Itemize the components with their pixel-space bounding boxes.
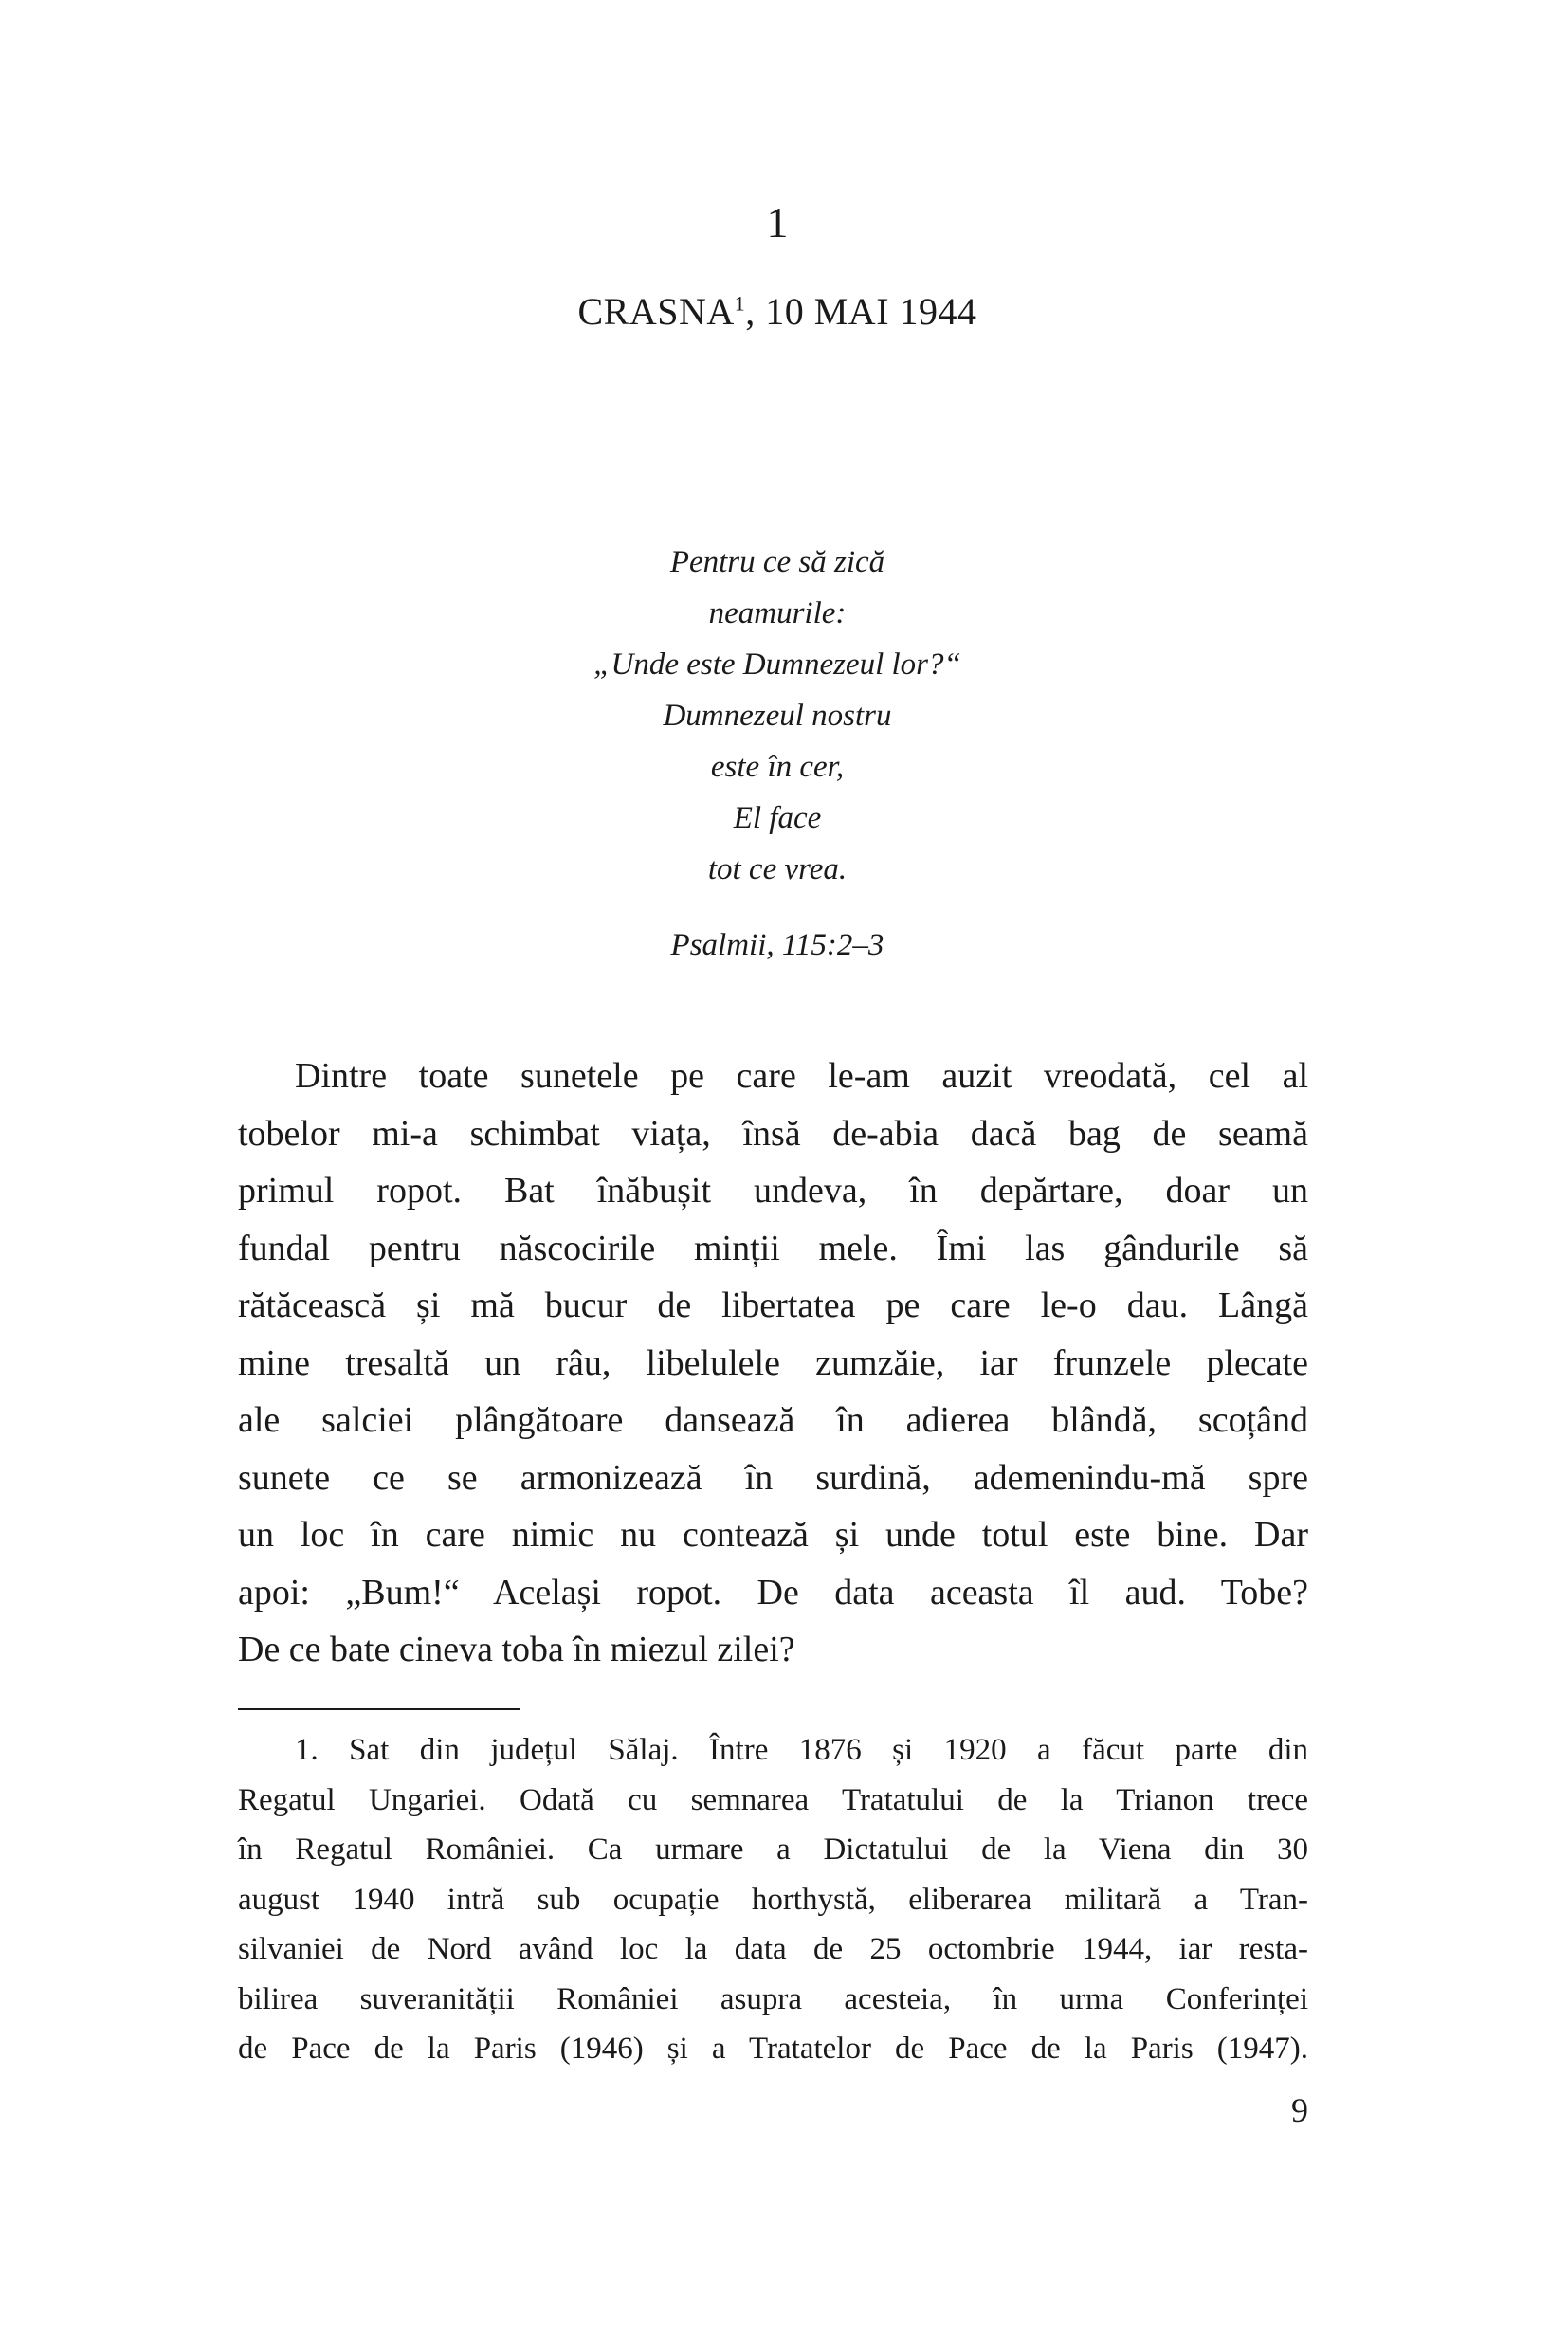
epigraph-line: tot ce vrea. xyxy=(707,852,848,886)
footnote-line: Regatul Ungariei. Odată cu semnarea Tratatului de la Trianon trece xyxy=(238,1782,1308,1817)
epigraph-source: Psalmii, 115:2–3 xyxy=(670,928,884,962)
footnote-line: în Regatul României. Ca urmare a Dictatului de la Viena din 30 xyxy=(238,1832,1308,1867)
body-line: mine tresaltă un râu, libelulele zumzăie, iar frunzele plecate xyxy=(238,1342,1308,1383)
page-number: 9 xyxy=(1291,2091,1308,2129)
footnote-line: de Pace de la Paris (1946) și a Tratatelor de Pace de la Paris (1947). xyxy=(238,2032,1308,2066)
epigraph xyxy=(0,537,1555,971)
epigraph-line: este în cer, xyxy=(710,750,845,784)
body-line: sunete ce se armonizează în surdină, ademenindu-mă spre xyxy=(238,1457,1308,1498)
chapter-number: 1 xyxy=(766,198,789,246)
footnote-divider xyxy=(238,1708,520,1710)
epigraph-line: Dumnezeul nostru xyxy=(663,699,892,733)
epigraph-line: neamurile: xyxy=(708,596,847,630)
epigraph-line: „Unde este Dumnezeul lor?“ xyxy=(593,647,961,682)
epigraph-line: Pentru ce să zică xyxy=(669,545,885,579)
footnote xyxy=(238,1725,1308,2074)
body-line: apoi: „Bum!“ Același ropot. De data aceasta îl aud. Tobe? xyxy=(238,1572,1308,1613)
footnote-line: 1. Sat din județul Sălaj. Între 1876 și 1920 a făcut parte din xyxy=(295,1733,1308,1767)
body-line: ale salciei plângătoare dansează în adierea blândă, scoțând xyxy=(238,1400,1308,1440)
body-line: primul ropot. Bat înăbușit undeva, în depărtare, doar un xyxy=(238,1171,1308,1211)
footnote-line: bilirea suveranității României asupra acesteia, în urma Conferinței xyxy=(238,1981,1308,2016)
body-line: un loc în care nimic nu contează și unde totul este bine. Dar xyxy=(238,1515,1308,1555)
footnote-line: august 1940 intră sub ocupație horthystă, eliberarea militară a Tran- xyxy=(238,1882,1308,1917)
body-line: rătăcească și mă bucur de libertatea pe care le-o dau. Lângă xyxy=(238,1285,1308,1325)
body-line: Dintre toate sunetele pe care le-am auzit vreodată, cel al xyxy=(295,1056,1308,1096)
body-paragraph xyxy=(238,1048,1308,1679)
footnote-line: silvaniei de Nord având loc la data de 25 octombrie 1944, iar resta- xyxy=(238,1932,1308,1966)
chapter-title-text: CRASNA xyxy=(577,290,735,333)
body-line: De ce bate cineva toba în miezul zilei? xyxy=(238,1630,795,1669)
chapter-date: , 10 MAI 1944 xyxy=(745,290,977,333)
footnote-reference: 1 xyxy=(734,291,746,316)
epigraph-line: El face xyxy=(733,801,822,835)
body-line: tobelor mi-a schimbat viața, însă de-abia dacă bag de seamă xyxy=(238,1113,1308,1154)
chapter-title xyxy=(0,289,1555,334)
body-line: fundal pentru născocirile minții mele. Îmi las gândurile să xyxy=(238,1228,1308,1268)
